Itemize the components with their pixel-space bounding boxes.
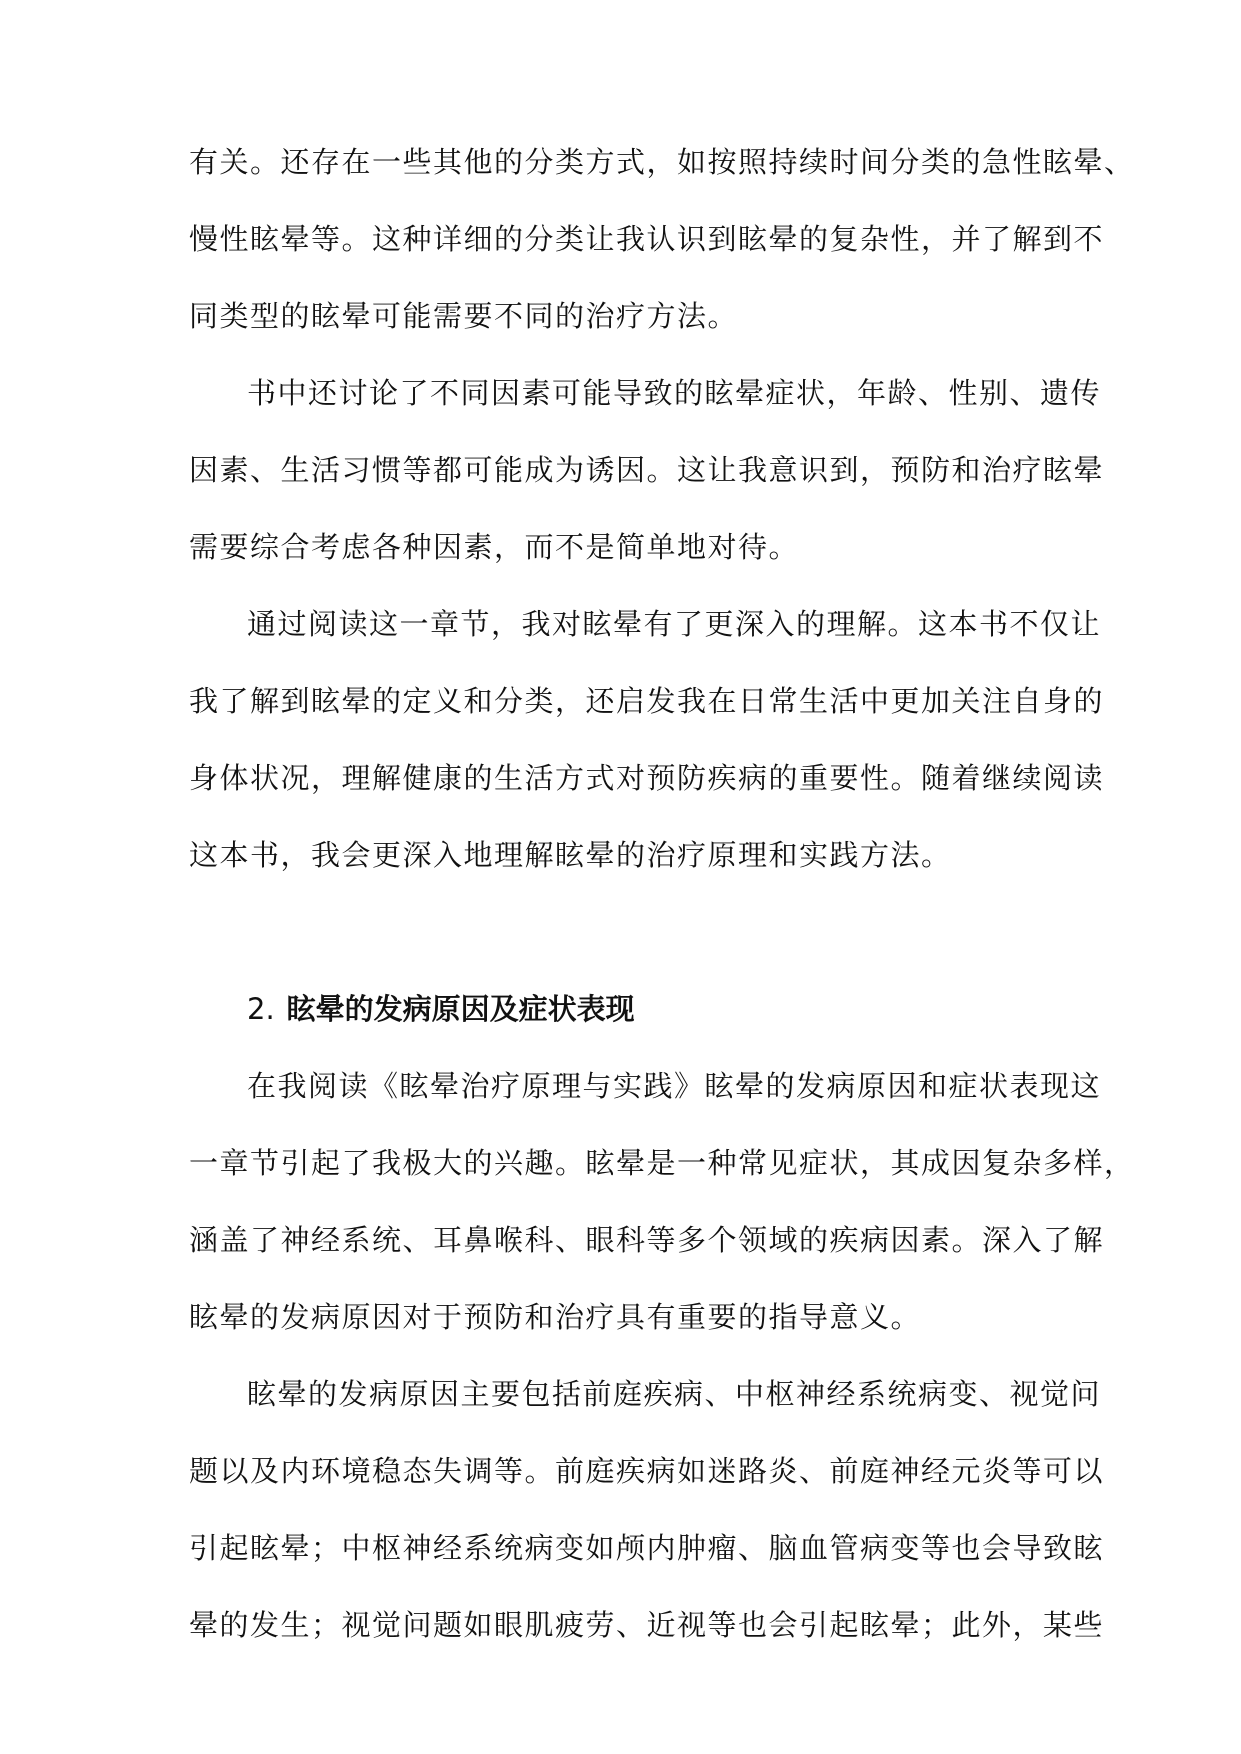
text-line: 身体状况，理解健康的生活方式对预防疾病的重要性。随着继续阅读 xyxy=(189,761,1105,795)
document-page xyxy=(189,124,1135,1664)
text-line: 眩晕的发病原因对于预防和治疗具有重要的指导意义。 xyxy=(189,1300,922,1334)
text-line: 在我阅读《眩晕治疗原理与实践》眩晕的发病原因和症状表现这 xyxy=(247,1069,1102,1103)
text-line: 这本书，我会更深入地理解眩晕的治疗原理和实践方法。 xyxy=(189,838,952,872)
section-heading xyxy=(189,971,1055,1048)
text-line: 有关。还存在一些其他的分类方式，如按照持续时间分类的急性眩晕、 xyxy=(189,145,1135,179)
section-spacer xyxy=(189,894,1055,971)
paragraph-3 xyxy=(189,586,1105,894)
text-line: 需要综合考虑各种因素，而不是简单地对待。 xyxy=(189,530,800,564)
paragraph-2 xyxy=(189,355,1105,586)
paragraph-4 xyxy=(189,1048,1135,1356)
text-line: 书中还讨论了不同因素可能导致的眩晕症状，年龄、性别、遗传 xyxy=(247,376,1102,410)
section-number: 2. xyxy=(247,992,275,1026)
text-line: 同类型的眩晕可能需要不同的治疗方法。 xyxy=(189,299,739,333)
text-line: 一章节引起了我极大的兴趣。眩晕是一种常见症状，其成因复杂多样， xyxy=(189,1146,1135,1180)
text-line: 我了解到眩晕的定义和分类，还启发我在日常生活中更加关注自身的 xyxy=(189,684,1105,718)
text-line: 慢性眩晕等。这种详细的分类让我认识到眩晕的复杂性，并了解到不 xyxy=(189,222,1105,256)
text-line: 题以及内环境稳态失调等。前庭疾病如迷路炎、前庭神经元炎等可以 xyxy=(189,1454,1105,1488)
text-line: 涵盖了神经系统、耳鼻喉科、眼科等多个领域的疾病因素。深入了解 xyxy=(189,1223,1105,1257)
text-line: 因素、生活习惯等都可能成为诱因。这让我意识到，预防和治疗眩晕 xyxy=(189,453,1105,487)
text-line: 通过阅读这一章节，我对眩晕有了更深入的理解。这本书不仅让 xyxy=(247,607,1102,641)
section-title: 眩晕的发病原因及症状表现 xyxy=(286,992,635,1026)
text-line: 引起眩晕；中枢神经系统病变如颅内肿瘤、脑血管病变等也会导致眩 xyxy=(189,1531,1105,1565)
text-line: 晕的发生；视觉问题如眼肌疲劳、近视等也会引起眩晕；此外，某些 xyxy=(189,1608,1105,1642)
paragraph-5 xyxy=(189,1356,1105,1664)
paragraph-1 xyxy=(189,124,1135,355)
text-line: 眩晕的发病原因主要包括前庭疾病、中枢神经系统病变、视觉问 xyxy=(247,1377,1102,1411)
